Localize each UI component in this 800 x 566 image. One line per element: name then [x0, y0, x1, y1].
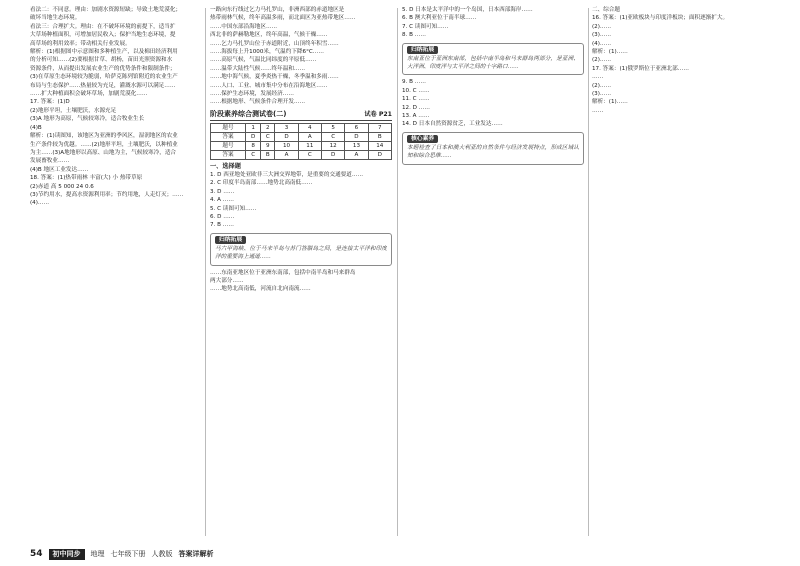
text-line: ……	[592, 74, 604, 81]
column-divider	[397, 8, 398, 536]
col3-text-top	[402, 6, 584, 40]
text-line: (3)节约用水，提高水资源利用率；节约用地，人走灯灭；……	[30, 191, 184, 198]
answer-table-header-label: 题号	[211, 141, 246, 150]
page-footer	[30, 548, 214, 560]
tip-box-2-text: 东南亚位于亚洲东南部，包括中南半岛和马来群岛两部分，是亚洲、大洋洲、印度洋与太平洋之间的十字路口……	[407, 55, 579, 71]
answer-cell: B	[368, 132, 391, 141]
text-line: 的分析可知……(2)要根据甘草、胡杨，苗田光照资源和水	[30, 57, 173, 64]
text-line: 5. D 日本是太平洋中的一个岛国，日本西部海岸……	[402, 7, 533, 13]
tip-box-1-tag: 归纳拓展	[215, 236, 246, 244]
text-line: 生产条件较为优越。……(2)地形平坦，土壤肥沃，以种植业	[30, 141, 178, 148]
text-line: (3)……	[592, 32, 612, 39]
text-line: (3)……	[592, 91, 612, 98]
text-line: (2)……	[592, 57, 612, 64]
text-line: (3)A 地形为高原，气候较寒冷，适合牧业生长	[30, 116, 145, 123]
answer-table-number-row	[211, 141, 392, 150]
text-line: 发展畜牧业……	[30, 158, 70, 165]
question-number-cell: 13	[345, 141, 368, 150]
text-line: ……东南亚地区位于亚洲东南部，包括中南半岛和马来群岛	[210, 269, 356, 276]
tip-box-3-tag: 核心素养	[407, 135, 438, 143]
answer-table-answer-label: 答案	[211, 150, 246, 159]
text-line: 破坏当地生态环境。	[30, 15, 81, 22]
text-line: 14. D 日本自然资源贫乏，工业发达……	[402, 121, 503, 128]
text-line: ……海拔每上升1000米，气温约下降6°C……	[210, 49, 324, 56]
column-3	[402, 6, 584, 544]
answer-cell: D	[368, 150, 391, 159]
answer-table-answer-row	[211, 132, 392, 141]
col3-text-mid	[402, 78, 584, 128]
column-2	[210, 6, 392, 544]
text-line: 高草场的利用效率；带动相关行业发展。	[30, 40, 131, 47]
text-line: ……高原气候，气温比同纬度的平原低……	[210, 57, 317, 64]
text-line: 10. C ……	[402, 87, 430, 94]
section-choice-heading: 一、选择题	[210, 162, 241, 170]
answer-cell: C	[321, 132, 344, 141]
answer-table-answer-row	[211, 150, 392, 159]
grade: 七年级下册	[110, 550, 146, 558]
text-line: (2)赤道 高 5 000 24 0.6	[30, 183, 94, 190]
question-number-cell: 4	[298, 123, 321, 132]
text-line: 解析：(1)……	[592, 99, 628, 106]
text-line: 9. B ……	[402, 79, 426, 86]
text-line: (4)B 地区工业发达……	[30, 166, 89, 173]
answer-table-number-row	[211, 123, 392, 132]
question-number-cell: 2	[261, 123, 275, 132]
tip-box-1	[210, 233, 392, 266]
text-line: (2)……	[592, 23, 612, 30]
text-line: 2. C 印度半岛南部……地势北高南低……	[210, 180, 313, 187]
question-number-cell: 3	[275, 123, 298, 132]
answer-cell: A	[275, 150, 298, 159]
answer-cell: B	[261, 150, 275, 159]
text-line: 5. C 读图可知……	[210, 205, 257, 212]
answer-cell: A	[345, 150, 368, 159]
column-divider	[588, 8, 589, 536]
text-line: (2)地形平坦，土壤肥沃，水源充足	[30, 107, 117, 114]
text-line: 17. 答案：(1)俄罗斯位于亚洲北部……	[592, 65, 689, 72]
answer-key-label: 答案详解析	[178, 550, 214, 558]
tip-box-3-text: 本题检查了日本和澳大利亚的自然条件与经济发展特点，形成区域认知和综合思维……	[407, 144, 579, 160]
tip-box-1-text: 马六甲海峡、位于马来半岛与苏门答腊岛之间，是连接太平洋和印度洋的重要海上通道……	[215, 245, 387, 261]
answer-table-header-label: 题号	[211, 123, 246, 132]
text-line: ……温带大陆性气候……终年温和……	[210, 65, 306, 72]
text-line: ……中国东部沿海地区……	[210, 23, 278, 30]
tip-box-2	[402, 43, 584, 76]
test-score: 试卷 P21	[364, 110, 392, 118]
text-line: 看法三：合理扩大。理由：在不破坏环境的前提下，适当扩	[30, 23, 176, 30]
answer-cell: A	[298, 132, 321, 141]
text-line: 大草场种植面积，可增加居民收入；保护当地生态环境，提	[30, 32, 176, 39]
question-number-cell: 11	[298, 141, 321, 150]
text-line: 3. D ……	[210, 188, 235, 195]
text-line: 一路向东行线过乞力马扎罗山，非洲西部的赤道地区是	[210, 7, 345, 13]
text-line: 为主……(3)A地地形以高原、山地为主，气候较寒冷，适合	[30, 149, 177, 156]
edition: 人教版	[151, 550, 173, 558]
text-line: (2)……	[592, 82, 612, 89]
question-number-cell: 14	[368, 141, 391, 150]
answer-cell: C	[261, 132, 275, 141]
text-line: 4. A ……	[210, 197, 234, 204]
text-line: ……地势北高南低，河流自北向南流……	[210, 286, 311, 293]
text-line: 7. B ……	[210, 222, 234, 229]
text-line: 看法二：不同意。理由：加剧水资源短缺；导致土地荒漠化；	[30, 7, 182, 13]
text-line: 1. D 西亚地处亚欧非三大洲交界地带，是重要的交通要道……	[210, 171, 364, 178]
text-line: 18. 答案：(1)热带雨林 丰富(大) 小 热带草原	[30, 175, 143, 182]
answer-cell: D	[246, 132, 261, 141]
question-number-cell: 5	[321, 123, 344, 132]
text-line: ……地中海气候，夏季炎热干燥，冬季温和多雨……	[210, 74, 339, 81]
question-number-cell: 8	[246, 141, 261, 150]
text-line: 布局与生态保护……热量较为充足，灌溉水源可以满足……	[30, 82, 176, 89]
text-line: ……保护生态环境，发展经济……	[210, 91, 294, 98]
text-line: 6. B 澳大利亚位于南半球……	[402, 15, 477, 22]
answer-table-answer-label: 答案	[211, 132, 246, 141]
question-number-cell: 10	[275, 141, 298, 150]
answer-cell: D	[275, 132, 298, 141]
column-1	[30, 6, 202, 544]
answer-cell: C	[246, 150, 261, 159]
text-line: 6. D ……	[210, 213, 235, 220]
text-line: ……乞力马扎罗山位于赤道附近，山顶终年积雪……	[210, 40, 339, 47]
text-line: ……	[592, 107, 604, 114]
col2-text-top	[210, 6, 392, 107]
text-line: 热带雨林气候，终年高温多雨，而北面区为亚热带地区……	[210, 15, 356, 22]
col2-text-bottom	[210, 171, 392, 230]
text-line: 解析：(1)读图知，该地区为亚洲的季风区，湿润地区的农业	[30, 133, 178, 140]
tip-box-3	[402, 132, 584, 165]
text-line: ……根据地形、气候条件合理开发……	[210, 99, 306, 106]
question-number-cell: 6	[345, 123, 368, 132]
col2-text-tail	[210, 269, 392, 294]
question-number-cell: 9	[261, 141, 275, 150]
page-number: 54	[30, 549, 43, 559]
text-line: 11. C ……	[402, 96, 430, 103]
subject: 地理	[90, 550, 105, 558]
text-line: 17. 答案：(1)D	[30, 99, 70, 106]
text-line: 12. D ……	[402, 104, 430, 111]
text-line: 16. 答案：(1)亚欧板块与印度洋板块；面积逐渐扩大。	[592, 15, 729, 22]
text-line: (4)B	[30, 124, 42, 131]
text-line: ……人口、工业、城市集中分布在沿海地区……	[210, 82, 328, 89]
text-line: 西北非的萨赫勒地区，终年高温，气候干燥……	[210, 32, 328, 39]
column-4	[592, 6, 770, 544]
answer-cell: C	[298, 150, 321, 159]
text-line: (4)……	[592, 40, 612, 47]
answer-table	[210, 123, 392, 160]
book-title: 初中同步	[49, 549, 85, 560]
text-line: 解析：(1)根据图中示意图和多种植生产，以及棉田经济利用	[30, 49, 178, 56]
text-line: 13. A ……	[402, 113, 430, 120]
tip-box-2-tag: 归纳拓展	[407, 46, 438, 54]
test-heading: 阶段素养综合测试卷(二) 试卷 P21	[210, 109, 392, 121]
text-line: 资源条件，从而提出发展农业生产的优势条件和限制条件；	[30, 65, 176, 72]
question-number-cell: 12	[321, 141, 344, 150]
text-line: ……扩大种植面积会破坏草场，加剧荒漠化……	[30, 91, 148, 98]
text-line: 两大部分……	[210, 277, 244, 284]
text-line: 8. B ……	[402, 32, 426, 39]
text-line: 解析：(1)……	[592, 49, 628, 56]
question-number-cell: 1	[246, 123, 261, 132]
text-line: (3)在草原生态环境较为脆弱，哈萨克陈列馆附近的农业生产	[30, 74, 178, 81]
answer-cell: D	[321, 150, 344, 159]
question-number-cell: 7	[368, 123, 391, 132]
text-line: 7. C 读图可知……	[402, 23, 449, 30]
text-line: (4)……	[30, 200, 50, 207]
text-line: 二、综合题	[592, 7, 620, 13]
column-divider	[205, 8, 206, 536]
answer-cell: D	[345, 132, 368, 141]
